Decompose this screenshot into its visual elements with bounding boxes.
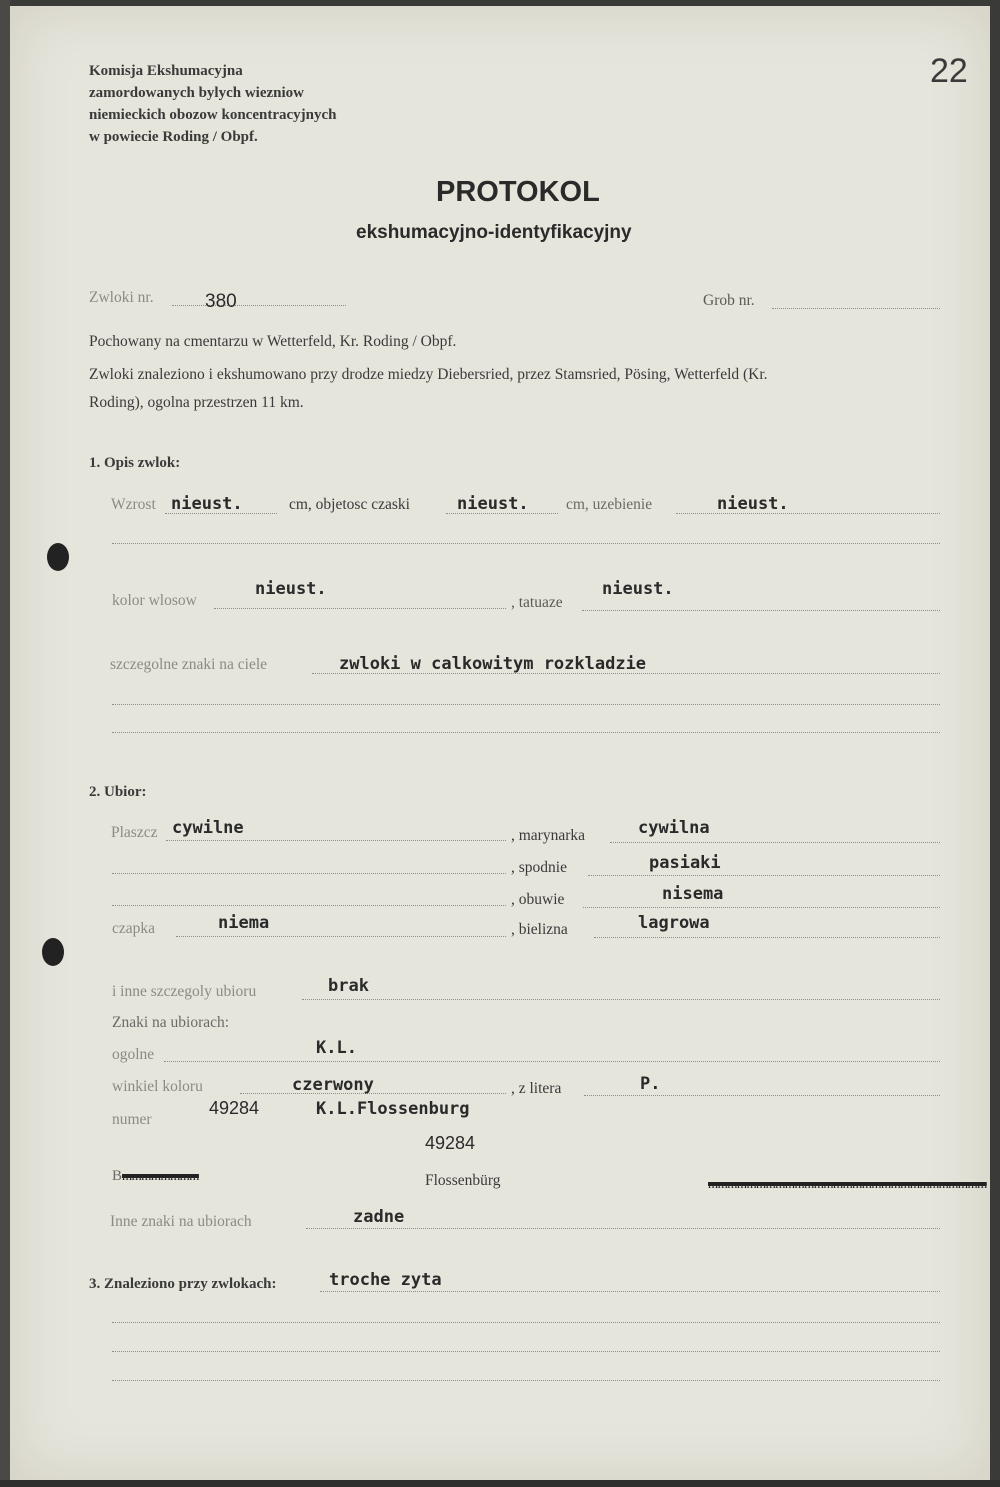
kolor-wlosow-value: nieust. (255, 579, 327, 599)
inne-znaki-dotted-line (306, 1228, 940, 1229)
tatuaze-dotted-line (582, 610, 940, 611)
uzebienie-label: cm, uzebienie (566, 496, 653, 513)
spodnie-label: , spodnie (511, 859, 567, 876)
zwloki-label: Zwloki nr. (89, 289, 154, 306)
punch-hole-top (47, 543, 69, 571)
znaleziono-line-1: Zwloki znaleziono i ekshumowano przy drodze miedzy Diebersried, przez Stamsried, Pösing, Wetterfeld (Kr. (89, 366, 768, 383)
plaszcz-label: Plaszcz (111, 824, 158, 841)
marynarka-label: , marynarka (511, 827, 586, 844)
marynarka-dotted-line (610, 842, 940, 843)
winkiel-label: winkiel koloru (112, 1078, 203, 1095)
inne-znaki-label: Inne znaki na ubiorach (110, 1213, 252, 1230)
ogolne-dotted-line (164, 1061, 940, 1062)
litera-value: P. (640, 1074, 661, 1094)
commission-line-4: w powiecie Roding / Obpf. (89, 129, 258, 145)
document-title: PROTOKOL (436, 176, 600, 208)
ogolne-label: ogolne (112, 1046, 155, 1063)
inne-szczegoly-label: i inne szczegoly ubioru (112, 983, 257, 1000)
znaleziono-blank-line-1 (112, 1322, 940, 1323)
inne-znaki-value: zadne (353, 1207, 405, 1227)
znaleziono-blank-line-3 (112, 1380, 940, 1381)
numer-value: 49284 (209, 1098, 260, 1118)
znaleziono-blank-line-2 (112, 1351, 940, 1352)
marynarka-value: cywilna (638, 818, 710, 838)
ubior-blank-line-1 (112, 873, 506, 874)
winkiel-value: czerwony (292, 1075, 374, 1095)
ubior-blank-line-2 (112, 905, 506, 906)
opis-blank-line-3 (112, 732, 940, 733)
spodnie-dotted-line (588, 875, 940, 876)
litera-label: , z litera (511, 1080, 562, 1097)
objetosc-label: cm, objetosc czaski (289, 496, 410, 513)
bielizna-dotted-line (594, 937, 940, 938)
bielizna-value: lagrowa (638, 913, 710, 933)
struck-field-left (112, 1168, 199, 1185)
punch-hole-bottom (42, 938, 64, 966)
znaleziono-dotted-line (320, 1291, 940, 1292)
czapka-dotted-line (176, 936, 506, 937)
wzrost-value: nieust. (171, 494, 243, 514)
opis-blank-line-2 (112, 704, 940, 705)
kolor-wlosow-label: kolor wlosow (112, 592, 197, 609)
plaszcz-dotted-line (166, 840, 506, 841)
section-3-heading: 3. Znaleziono przy zwlokach: (89, 1276, 277, 1292)
grob-label: Grob nr. (703, 292, 755, 309)
tatuaze-label: , tatuaze (511, 594, 563, 611)
inne-szczegoly-value: brak (328, 976, 369, 996)
opis-blank-line-1 (112, 543, 940, 544)
obuwie-value: nisema (662, 884, 724, 904)
zwloki-value: 380 (205, 291, 237, 312)
bielizna-label: , bielizna (511, 921, 568, 938)
uzebienie-value: nieust. (717, 494, 789, 514)
znaki-na-ubiorach-heading: Znaki na ubiorach: (112, 1014, 230, 1031)
commission-line-2: zamordowanych bylych wiezniow (89, 85, 304, 101)
struck-field-left-letter: B (112, 1168, 123, 1184)
section-1-heading: 1. Opis zwlok: (89, 455, 181, 471)
section-2-heading: 2. Ubior: (89, 784, 147, 800)
tatuaze-value: nieust. (602, 579, 674, 599)
znaki-na-ciele-value: zwloki w calkowitym rozkladzie (339, 654, 647, 674)
numer-label: numer (112, 1111, 152, 1128)
plaszcz-value: cywilne (172, 818, 244, 838)
inne-szczegoly-dotted-line (302, 999, 940, 1000)
commission-line-3: niemieckich obozow koncentracyjnych (89, 107, 337, 123)
czaszka-value: nieust. (457, 494, 529, 514)
page-number: 22 (930, 52, 968, 90)
pochowany-text: Pochowany na cmentarzu w Wetterfeld, Kr. Roding / Obpf. (89, 333, 457, 350)
czapka-label: czapka (112, 920, 156, 937)
obuwie-label: , obuwie (511, 891, 565, 908)
zwloki-dotted-line (172, 305, 346, 306)
typed-over-block-left: mmmmmmmm (122, 1168, 199, 1183)
znaki-na-ciele-label: szczegolne znaki na ciele (110, 656, 268, 673)
flossenburg-text: Flossenbürg (425, 1172, 501, 1189)
uzebienie-dotted-line (676, 513, 940, 514)
kolor-dotted-line (214, 608, 506, 609)
grob-dotted-line (772, 308, 940, 309)
znaleziono-line-2: Roding), ogolna przestrzen 11 km. (89, 394, 304, 411)
document-subtitle: ekshumacyjno-identyfikacyjny (356, 222, 632, 243)
litera-dotted-line (584, 1095, 940, 1096)
wzrost-label: Wzrost (111, 496, 156, 513)
numer-camp: K.L.Flossenburg (316, 1099, 470, 1119)
znaleziono-value: troche zyta (329, 1270, 442, 1290)
typed-over-block-right: mmmmmmmmmmmmmmmmmmmmmmmmmmmmm (708, 1176, 987, 1191)
scan-left-edge (0, 0, 10, 1487)
obuwie-dotted-line (583, 907, 940, 908)
ogolne-value: K.L. (316, 1038, 357, 1058)
numer-value-second: 49284 (425, 1133, 476, 1153)
scan-bottom-edge (0, 1480, 1000, 1487)
spodnie-value: pasiaki (649, 853, 721, 873)
czapka-value: niema (218, 913, 270, 933)
commission-line-1: Komisja Ekshumacyjna (89, 63, 243, 79)
